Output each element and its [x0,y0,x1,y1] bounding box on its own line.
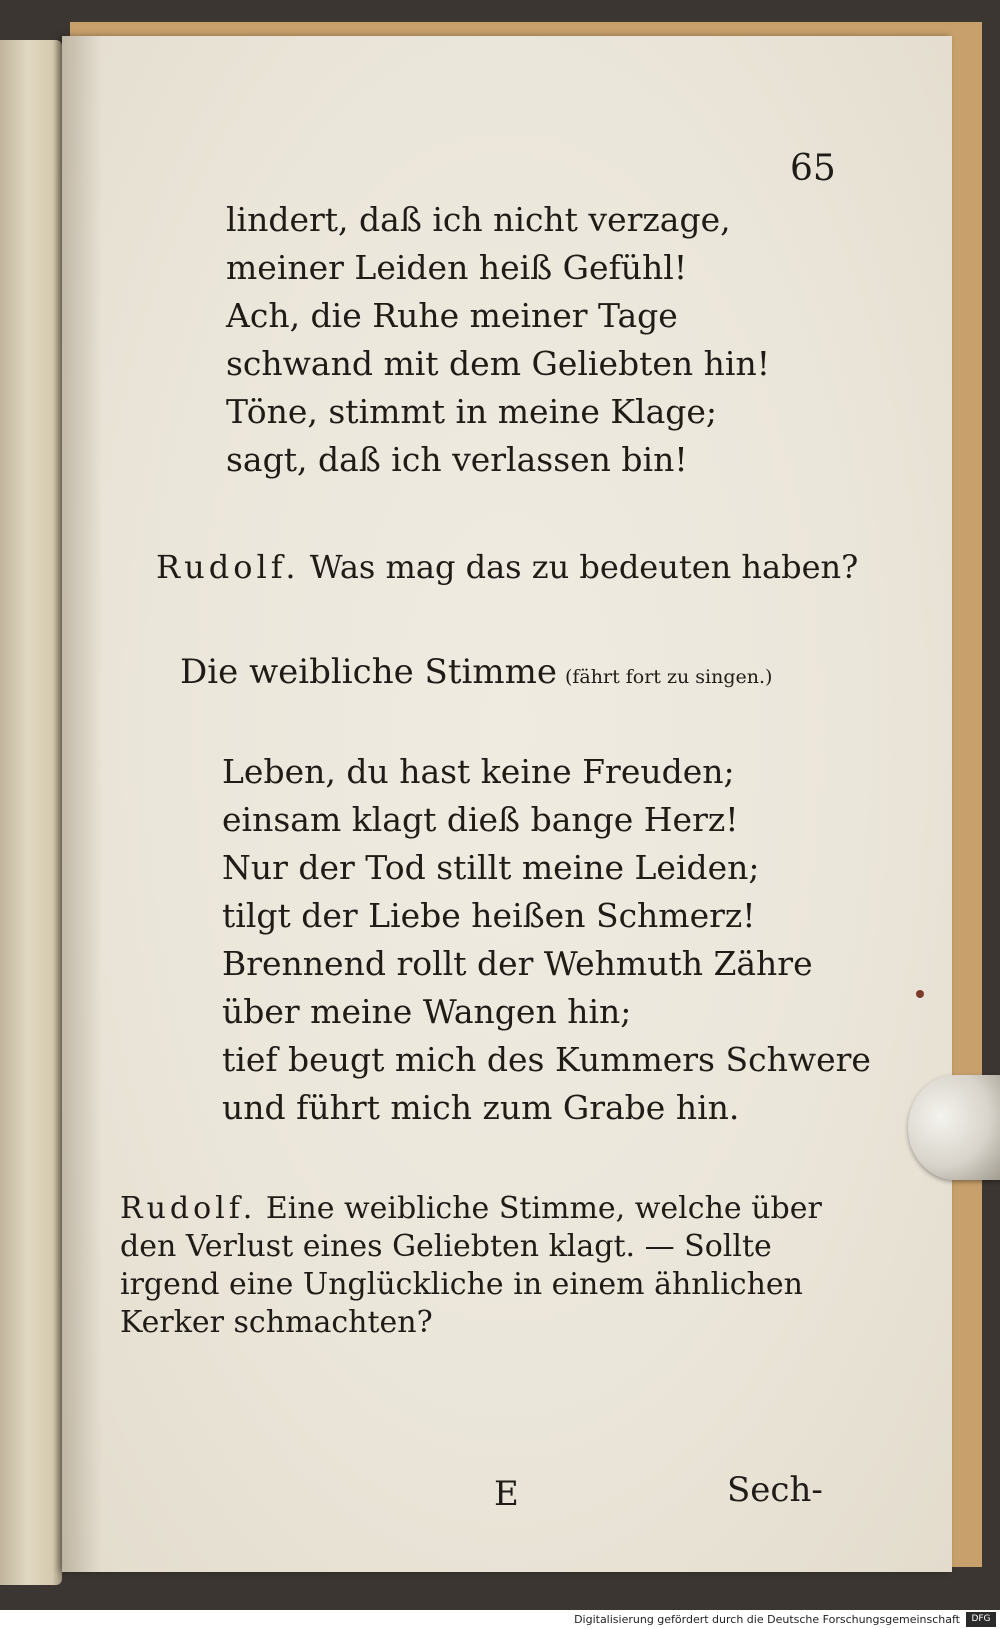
stage-heading [180,652,772,692]
verse-line: Brennend rollt der Wehmuth Zähre [222,944,813,983]
verse-1 [226,196,770,484]
ink-stain [916,990,924,998]
speech-text: Was mag das zu bedeuten haben? [309,548,859,586]
speech-rudolf-1 [156,548,858,586]
verse-line: meiner Leiden heiß Gefühl! [226,248,688,287]
verse-line: Nur der Tod stillt meine Leiden; [222,848,760,887]
verse-line: Ach, die Ruhe meiner Tage [226,296,678,335]
verse-line: tilgt der Liebe heißen Schmerz! [222,896,756,935]
verse-line: Töne, stimmt in meine Klage; [226,392,718,431]
verse-line: tief beugt mich des Kummers Schwere [222,1040,871,1079]
catchword: Sech- [727,1470,823,1510]
left-page-edge [0,40,62,1585]
speaker-name: Rudolf. [120,1191,257,1226]
stage-direction: (fährt fort zu singen.) [564,666,773,688]
speech-rudolf-2 [120,1190,830,1342]
speaker-name: Rudolf. [156,548,300,586]
verse-2 [222,748,871,1132]
verse-line: und führt mich zum Grabe hin. [222,1088,740,1127]
digitization-credit: Digitalisierung gefördert durch die Deutsche Forschungsgemeinschaft [574,1613,960,1626]
speech-text: Eine weibliche Stimme, welche über den Verlust eines Geliebten klagt. — Sollte irgend eine Unglückliche in einem ähnlichen Kerker schmachten? [120,1191,822,1340]
verse-line: sagt, daß ich verlassen bin! [226,440,688,479]
speaker-name: Die weibliche Stimme [180,652,557,692]
thumb-clip [908,1075,1000,1180]
verse-line: einsam klagt dieß bange Herz! [222,800,739,839]
verse-line: schwand mit dem Geliebten hin! [226,344,771,383]
page-number: 65 [790,148,836,189]
signature-mark: E [494,1474,519,1514]
dfg-logo: DFG [966,1612,996,1627]
verse-line: über meine Wangen hin; [222,992,632,1031]
verse-line: Leben, du hast keine Freuden; [222,752,735,791]
gutter-shadow [62,36,102,1572]
verse-line: lindert, daß ich nicht verzage, [226,200,731,239]
